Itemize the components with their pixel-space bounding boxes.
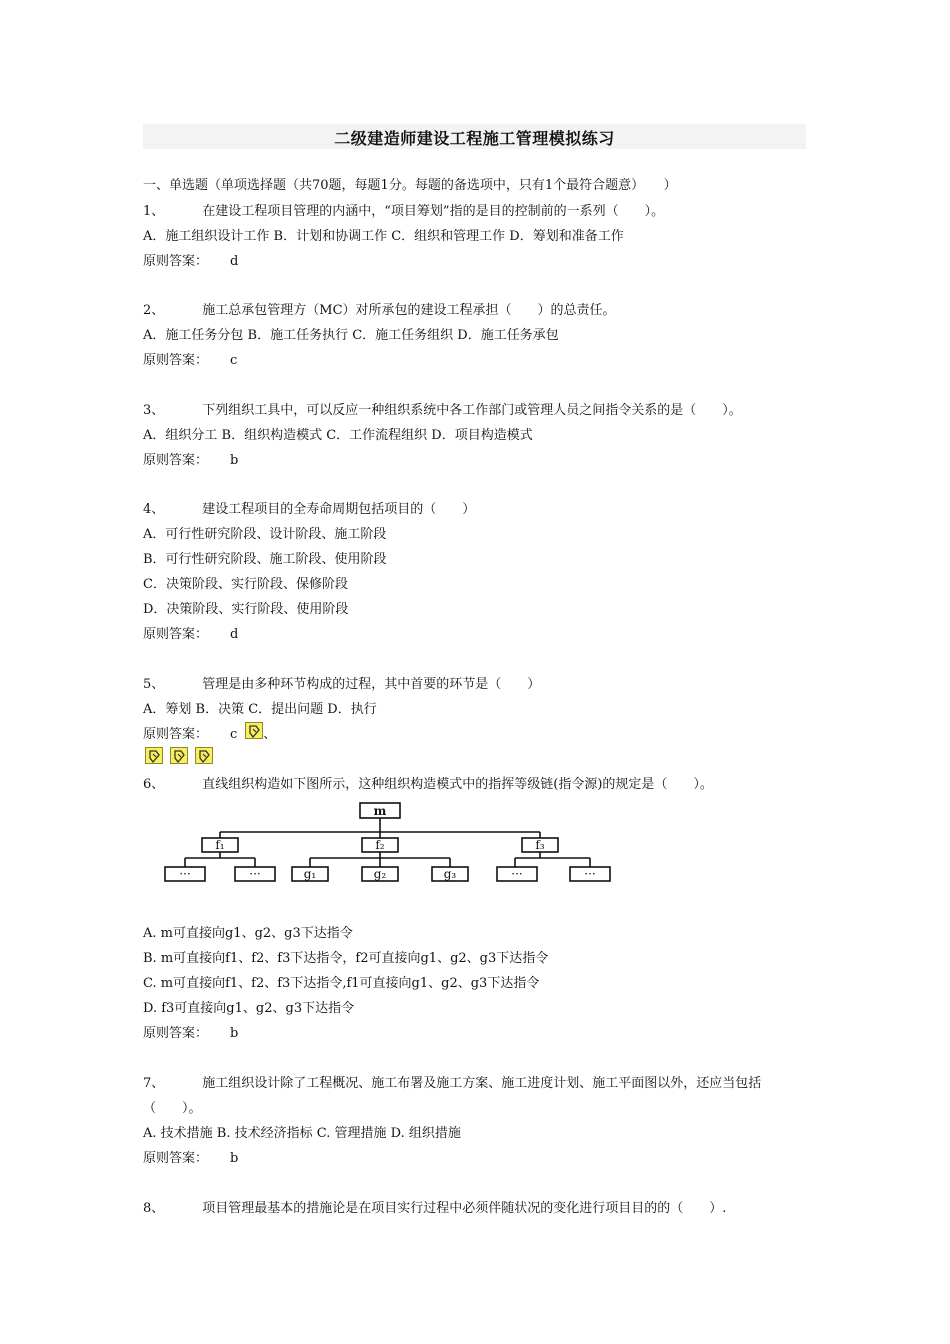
question-7-options: A. 技术措施 B. 技术经济指标 C. 管理措施 D. 组织措施 <box>143 1126 461 1141</box>
answer-label: 原则答案： <box>143 1026 209 1041</box>
question-7-stem <box>143 1075 761 1092</box>
answer-value: b <box>230 1151 239 1166</box>
question-6-option-d: D. f3可直接向g1、g2、g3下达指令 <box>143 1001 355 1016</box>
org-label-leaf: ··· <box>249 867 261 881</box>
answer-value: d <box>230 627 239 642</box>
question-number: 1、 <box>143 204 165 219</box>
question-6-stem <box>143 776 713 793</box>
answer-label: 原则答案： <box>143 1151 209 1166</box>
answer-label: 原则答案： <box>143 453 209 468</box>
question-4-option-c: C．决策阶段、实行阶段、保修阶段 <box>143 577 348 592</box>
answer-value: b <box>230 1026 239 1041</box>
embedded-object-icon <box>245 722 263 739</box>
org-label-leaf: ··· <box>179 867 191 881</box>
question-3-stem <box>143 402 742 419</box>
question-7-answer <box>143 1150 238 1167</box>
document-title: 二级建造师建设工程施工管理模拟练习 <box>334 129 615 148</box>
question-3-answer <box>143 452 238 469</box>
embedded-object-icon <box>170 747 188 764</box>
question-number: 5、 <box>143 677 165 692</box>
answer-value: d <box>230 254 239 269</box>
question-4-answer <box>143 626 238 643</box>
answer-value: c <box>230 353 238 368</box>
question-7-stem-cont: （ ）。 <box>143 1101 202 1116</box>
org-label-f3: f₃ <box>535 838 545 852</box>
org-label-root: m <box>373 804 387 818</box>
question-4-stem <box>143 501 475 518</box>
answer-label: 原则答案： <box>143 353 209 368</box>
question-2-stem <box>143 302 616 319</box>
question-2-answer <box>143 352 237 369</box>
question-5-options: A．筹划 B．决策 C．提出问题 D．执行 <box>143 702 377 717</box>
question-6-option-b: B. m可直接向f1、f2、f3下达指令，f2可直接向g1、g2、g3下达指令 <box>143 951 549 966</box>
question-2-options: A．施工任务分包 B．施工任务执行 C．施工任务组织 D．施工任务承包 <box>143 328 559 343</box>
org-label-leaf: ··· <box>584 867 596 881</box>
answer-value: b <box>230 453 239 468</box>
embedded-object-icon <box>195 747 213 764</box>
question-text: 管理是由多种环节构成的过程，其中首要的环节是（ ） <box>202 677 541 692</box>
org-chart-diagram <box>160 800 620 885</box>
org-label-g2: g₂ <box>373 867 387 881</box>
answer-label: 原则答案： <box>143 727 209 742</box>
question-number: 2、 <box>143 303 165 318</box>
org-label-g1: g₁ <box>303 867 317 881</box>
question-6-option-a: A. m可直接向g1、g2、g3下达指令 <box>143 926 353 941</box>
question-number: 4、 <box>143 502 165 517</box>
question-4-option-a: A．可行性研究阶段、设计阶段、施工阶段 <box>143 527 387 542</box>
answer-suffix: 、 <box>263 727 277 742</box>
question-text: 建设工程项目的全寿命周期包括项目的（ ） <box>202 502 476 517</box>
question-8-stem <box>143 1200 726 1217</box>
question-1-options: A．施工组织设计工作 B．计划和协调工作 C．组织和管理工作 D．筹划和准备工作 <box>143 229 624 244</box>
answer-value: c <box>230 727 238 742</box>
answer-label: 原则答案： <box>143 627 209 642</box>
question-number: 7、 <box>143 1076 165 1091</box>
question-text: 施工组织设计除了工程概况、施工布署及施工方案、施工进度计划、施工平面图以外，还应当包括 <box>202 1076 762 1091</box>
section-header: 一、单选题（单项选择题（共70题，每题1分。每题的备选项中，只有1个最符合题意） ） <box>143 178 677 193</box>
org-label-g3: g₃ <box>443 867 457 881</box>
question-5-stem <box>143 676 540 693</box>
question-4-option-b: B．可行性研究阶段、施工阶段、使用阶段 <box>143 552 387 567</box>
question-text: 下列组织工具中，可以反应一种组织系统中各工作部门或管理人员之间指令关系的是（ ）。 <box>202 403 742 418</box>
question-3-options: A．组织分工 B．组织构造模式 C．工作流程组织 D．项目构造模式 <box>143 428 533 443</box>
question-6-option-c: C. m可直接向f1、f2、f3下达指令,f1可直接向g1、g2、g3下达指令 <box>143 976 540 991</box>
org-label-f2: f₂ <box>375 838 385 852</box>
question-1-answer <box>143 253 238 270</box>
question-4-option-d: D．决策阶段、实行阶段、使用阶段 <box>143 602 349 617</box>
question-number: 3、 <box>143 403 165 418</box>
question-number: 6、 <box>143 777 165 792</box>
question-text: 直线组织构造如下图所示，这种组织构造模式中的指挥等级链(指令源)的规定是（ ）。 <box>202 777 713 792</box>
question-text: 施工总承包管理方（MC）对所承包的建设工程承担（ ）的总责任。 <box>202 303 616 318</box>
question-text: 项目管理最基本的措施论是在项目实行过程中必须伴随状况的变化进行项目目的的（ ）. <box>202 1201 727 1216</box>
org-label-f1: f₁ <box>215 838 225 852</box>
question-6-answer <box>143 1025 238 1042</box>
question-text: 在建设工程项目管理的内涵中，“项目筹划”指的是目的控制前的一系列（ ）。 <box>202 204 665 219</box>
org-label-leaf: ··· <box>511 867 523 881</box>
embedded-object-icon <box>145 747 163 764</box>
question-1-stem <box>143 203 664 220</box>
question-number: 8、 <box>143 1201 165 1216</box>
answer-label: 原则答案： <box>143 254 209 269</box>
